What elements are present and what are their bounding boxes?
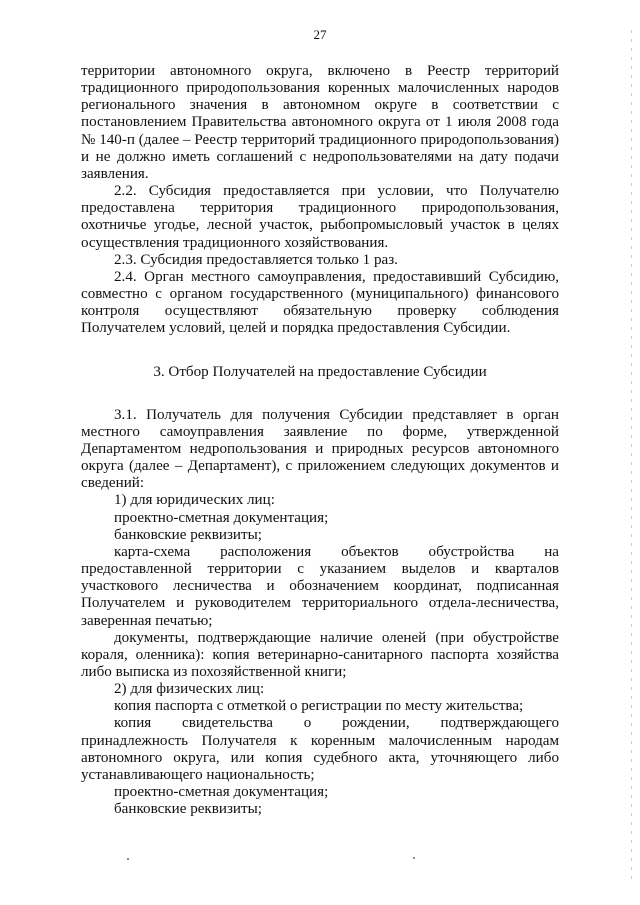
document-body: [81, 63, 559, 818]
section-heading: 3. Отбор Получателей на предоставление Субсидии: [153, 363, 487, 380]
paragraph-3-1: 3.1. Получатель для получения Субсидии представляет в орган местного самоуправления заявление по форме, утвержденной Департаментом недропользования и природных ресурсов автономного округа (далее – Департамент), с приложением следующих документов и сведений:: [81, 406, 559, 492]
list-item: документы, подтверждающие наличие оленей (при обустройстве кораля, оленника): копия ветеринарно-санитарного паспорта хозяйства либо выписка из похозяйственной книги;: [81, 629, 559, 680]
page-number: 27: [313, 27, 327, 42]
list-heading-legal-entities: 1) для юридических лиц:: [114, 492, 275, 509]
paragraph-continuation: территории автономного округа, включено в Реестр территорий традиционного природопользования коренных малочисленных народов регионального значения в автономном округе в соответствии с постановлением Правительства автономного округа от 1 июля 2008 года № 140-п (далее – Реестр территорий традиционного природопользования) и не должно иметь соглашений с недропользователями на дату подачи заявления.: [81, 63, 559, 182]
list-item: карта-схема расположения объектов обустройства на предоставленной территории с указанием выделов и кварталов участкового лесничества и обозначением координат, подписанная Получателем и руководителем территориального отдела-лесничества, заверенная печатью;: [81, 543, 559, 629]
list-item: проектно-сметная документация;: [114, 509, 329, 526]
list-item: проектно-сметная документация;: [114, 784, 329, 801]
paragraph-2-2: 2.2. Субсидия предоставляется при условии, что Получателю предоставлена территория традиционного природопользования, охотничье угодье, лесной участок, рыбопромысловый участок в целях осуществления традиционного хозяйствования.: [81, 183, 559, 251]
scan-edge-line: [631, 30, 632, 880]
scan-speck: [413, 857, 415, 859]
list-item: банковские реквизиты;: [114, 526, 262, 543]
list-item: копия свидетельства о рождении, подтверждающего принадлежность Получателя к коренным малочисленным народам автономного округа, или копия судебного акта, уточняющего либо устанавливающего национальность;: [81, 715, 559, 783]
scan-speck: [127, 858, 129, 860]
paragraph-2-3: 2.3. Субсидия предоставляется только 1 раз.: [114, 251, 398, 268]
list-heading-individuals: 2) для физических лиц:: [114, 681, 265, 698]
paragraph-2-4: 2.4. Орган местного самоуправления, предоставивший Субсидию, совместно с органом государственного (муниципального) финансового контроля осуществляют обязательную проверку соблюдения Получателем условий, целей и порядка предоставления Субсидии.: [81, 268, 559, 337]
list-item: банковские реквизиты;: [114, 801, 262, 818]
list-item: копия паспорта с отметкой о регистрации по месту жительства;: [114, 698, 524, 715]
